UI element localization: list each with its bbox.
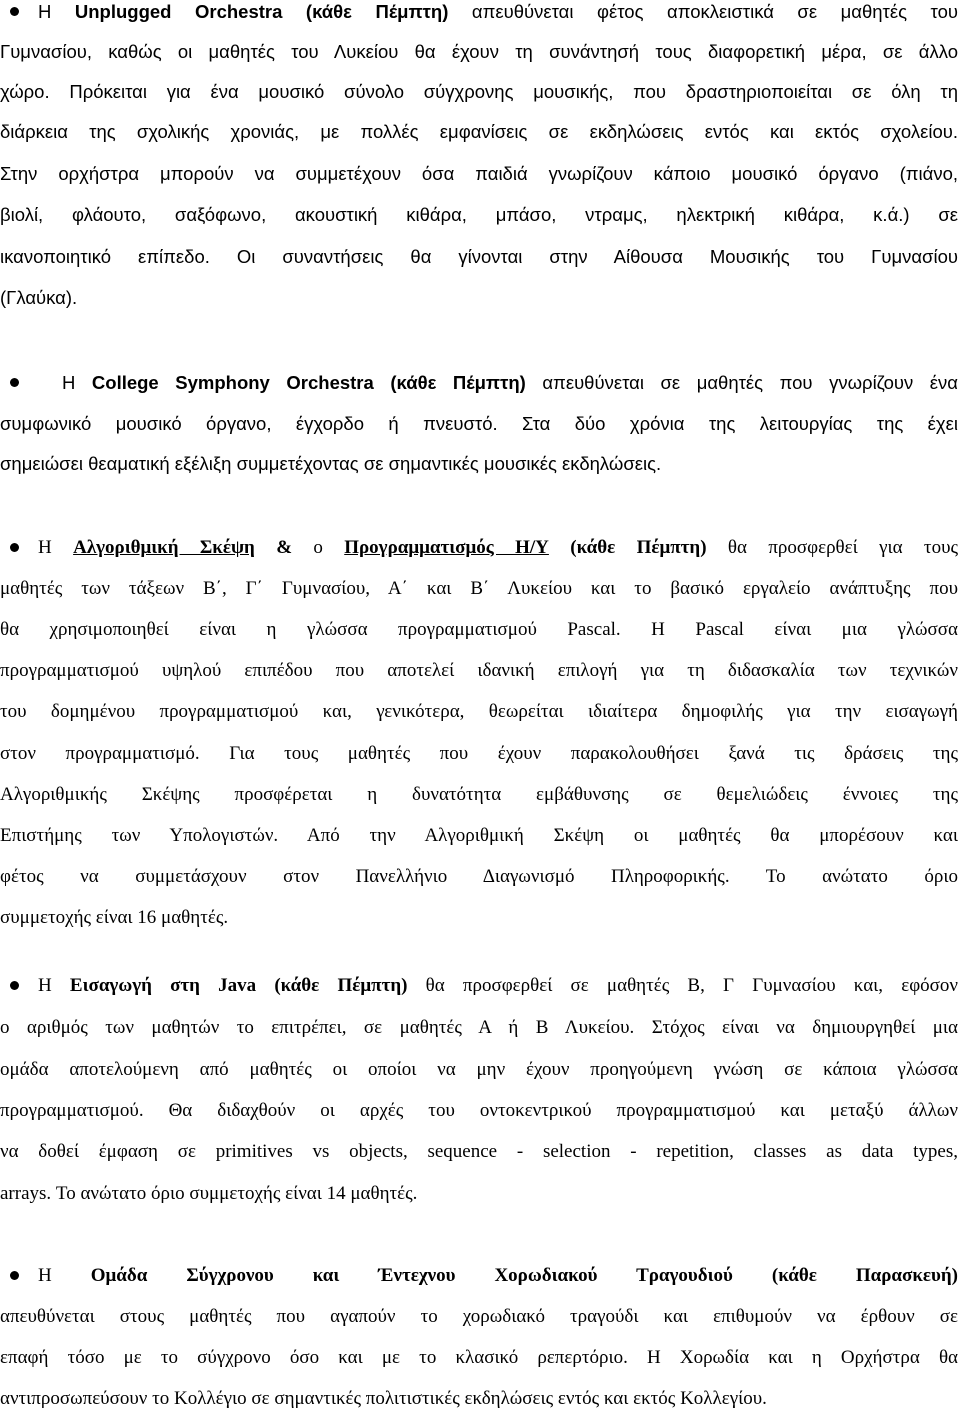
text-line: Η Ομάδα Σύγχρονου και Έντεχνου Χορωδιακού Τραγουδιού (κάθε Παρασκευή) <box>38 1265 958 1286</box>
text-line: ο αριθμός των μαθητών το επιτρέπει, σε μαθητές Α ή Β Λυκείου. Στόχος είναι να δημιουργηθεί μια <box>0 1017 958 1038</box>
text-line: του δομημένου προγραμματισμού και, γενικότερα, θεωρείται ιδιαίτερα δημοφιλής για την εισαγωγή <box>0 701 958 722</box>
text-line: ομάδα αποτελούμενη από μαθητές οι οποίοι να μην έχουν προηγούμενη γνώση σε κάποια γλώσσα <box>0 1059 958 1080</box>
text-line: προγραμματισμού. Θα διδαχθούν οι αρχές του οντοκεντρικού προγραμματισμού και μεταξύ άλλων <box>0 1100 958 1121</box>
text-line: αντιπροσωπεύσουν το Κολλέγιο σε σημαντικές πολιτιστικές εκδηλώσεις εντός και εκτός Κολλεγίου. <box>0 1388 767 1409</box>
text-line: ικανοποιητικό επίπεδο. Οι συναντήσεις θα γίνονται στην Αίθουσα Μουσικής του Γυμνασίου <box>0 246 958 267</box>
text-line: μαθητές των τάξεων Β΄, Γ΄ Γυμνασίου, Α΄ και Β΄ Λυκείου και το βασικό εργαλείο ανάπτυξης που <box>0 578 958 599</box>
text-line: Η Αλγοριθμική Σκέψη & ο Προγραμματισμός Η/Υ (κάθε Πέμπτη) θα προσφερθεί για τους <box>38 537 958 558</box>
text-line: βιολί, φλάουτο, σαξόφωνο, ακουστική κιθάρα, μπάσο, ντραμς, ηλεκτρική κιθάρα, κ.ά.) σε <box>0 204 958 225</box>
text-line: θα χρησιμοποιηθεί είναι η γλώσσα προγραμματισμού Pascal. Η Pascal είναι μια γλώσσα <box>0 619 958 640</box>
bullet-icon <box>10 378 19 387</box>
text-line: Αλγοριθμικής Σκέψης προσφέρεται η δυνατότητα εμβάθυνσης σε θεμελιώδεις έννοιες της <box>0 784 958 805</box>
text-line: σημειώσει θεαματική εξέλιξη συμμετέχοντας σε σημαντικές μουσικές εκδηλώσεις. <box>0 453 662 474</box>
bullet-icon <box>10 7 19 16</box>
text-line: Η Unplugged Orchestra (κάθε Πέμπτη) απευθύνεται φέτος αποκλειστικά σε μαθητές του <box>38 1 958 22</box>
text-line: συμφωνικό μουσικό όργανο, έγχορδο ή πνευστό. Στα δύο χρόνια της λειτουργίας της έχει <box>0 413 958 434</box>
text-line: χώρο. Πρόκειται για ένα μουσικό σύνολο σύγχρονης μουσικής, που δραστηριοποιείται σε όλη τη <box>0 81 958 102</box>
text-line: arrays. Το ανώτατο όριο συμμετοχής είναι 14 μαθητές. <box>0 1183 418 1204</box>
text-line: στον προγραμματισμό. Για τους μαθητές που έχουν παρακολουθήσει ξανά τις δράσεις της <box>0 743 958 764</box>
text-line: προγραμματισμού υψηλού επιπέδου που αποτελεί ιδανική επιλογή για τη διδασκαλία των τεχνικών <box>0 660 958 681</box>
text-line: Επιστήμης των Υπολογιστών. Από την Αλγοριθμική Σκέψη οι μαθητές θα μπορέσουν και <box>0 825 958 846</box>
bullet-icon <box>10 981 19 990</box>
text-line: Στην ορχήστρα μπορούν να συμμετέχουν όσα παιδιά γνωρίζουν κάποιο μουσικό όργανο (πιάνο, <box>0 163 958 184</box>
bullet-icon <box>10 543 19 552</box>
text-line: να δοθεί έμφαση σε primitives vs objects, sequence - selection - repetition, classes as data types, <box>0 1141 958 1162</box>
text-line: Γυμνασίου, καθώς οι μαθητές του Λυκείου θα έχουν τη συνάντησή τους διαφορετική μέρα, σε άλλο <box>0 41 958 62</box>
text-line: (Γλαύκα). <box>0 287 78 308</box>
text-line: φέτος να συμμετάσχουν στον Πανελλήνιο Διαγωνισμό Πληροφορικής. Το ανώτατο όριο <box>0 866 958 887</box>
bullet-icon <box>10 1271 19 1280</box>
text-line: συμμετοχής είναι 16 μαθητές. <box>0 907 229 928</box>
text-line: Η Εισαγωγή στη Java (κάθε Πέμπτη) θα προσφερθεί σε μαθητές Β, Γ Γυμνασίου και, εφόσον <box>38 975 958 996</box>
text-line: απευθύνεται στους μαθητές που αγαπούν το χορωδιακό τραγούδι και επιθυμούν να έρθουν σε <box>0 1306 958 1327</box>
text-line: Η College Symphony Orchestra (κάθε Πέμπτη) απευθύνεται σε μαθητές που γνωρίζουν ένα <box>62 372 958 393</box>
text-line: διάρκεια της σχολικής χρονιάς, με πολλές εμφανίσεις σε εκδηλώσεις εντός και εκτός σχολείου. <box>0 121 958 142</box>
text-line: επαφή τόσο με το σύγχρονο όσο και με το κλασικό ρεπερτόριο. Η Χορωδία και η Ορχήστρα θα <box>0 1347 958 1368</box>
